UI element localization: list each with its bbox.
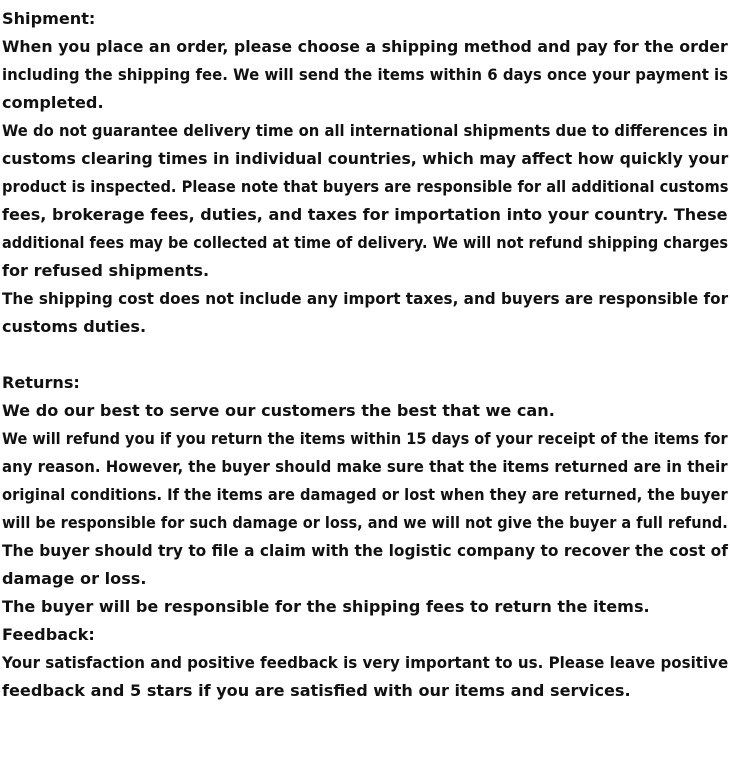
feedback-heading: Feedback:	[2, 625, 95, 644]
shipment-text-line: additional fees may be collected at time of delivery. We will not refund shipping charges	[2, 233, 728, 252]
shipment-text-line: The shipping cost does not include any import taxes, and buyers are responsible for	[2, 289, 729, 308]
feedback-text-line: Your satisfaction and positive feedback is very important to us. Please leave positive	[2, 653, 729, 672]
shipment-text-line: for refused shipments.	[2, 261, 210, 280]
returns-text-line: We will refund you if you return the items within 15 days of your receipt of the items for	[2, 429, 728, 448]
feedback-text-line: feedback and 5 stars if you are satisfied with our items and services.	[2, 681, 631, 700]
shipment-heading: Shipment:	[2, 9, 96, 28]
shipment-text-line: We do not guarantee delivery time on all international shipments due to differences in	[2, 121, 729, 140]
shipment-text-line: product is inspected. Please note that buyers are responsible for all additional customs	[2, 177, 729, 196]
returns-text-line: The buyer should try to file a claim with the logistic company to recover the cost of	[2, 541, 728, 560]
returns-heading: Returns:	[2, 373, 80, 392]
shipment-text-line: including the shipping fee. We will send the items within 6 days once your payment is	[2, 65, 729, 84]
returns-text-line: any reason. However, the buyer should make sure that the items returned are in their	[2, 457, 728, 476]
shipment-text-line: completed.	[2, 93, 104, 112]
shipment-text-line: customs duties.	[2, 317, 147, 336]
shipment-text-line: When you place an order, please choose a shipping method and pay for the order	[2, 37, 728, 56]
shipment-text-line: customs clearing times in individual countries, which may affect how quickly your	[2, 149, 729, 168]
returns-section	[2, 369, 728, 621]
shipment-text-line: fees, brokerage fees, duties, and taxes for importation into your country. These	[2, 205, 728, 224]
returns-text-line: damage or loss.	[2, 569, 147, 588]
returns-text-line: will be responsible for such damage or loss, and we will not give the buyer a full refund.	[2, 513, 728, 532]
policy-document	[2, 5, 728, 705]
returns-text-line: We do our best to serve our customers the best that we can.	[2, 401, 555, 420]
feedback-section	[2, 621, 728, 705]
returns-text-line: The buyer will be responsible for the shipping fees to return the items.	[2, 597, 650, 616]
shipment-section	[2, 5, 728, 341]
section-spacer	[2, 341, 728, 369]
returns-text-line: original conditions. If the items are damaged or lost when they are returned, the buyer	[2, 485, 728, 504]
